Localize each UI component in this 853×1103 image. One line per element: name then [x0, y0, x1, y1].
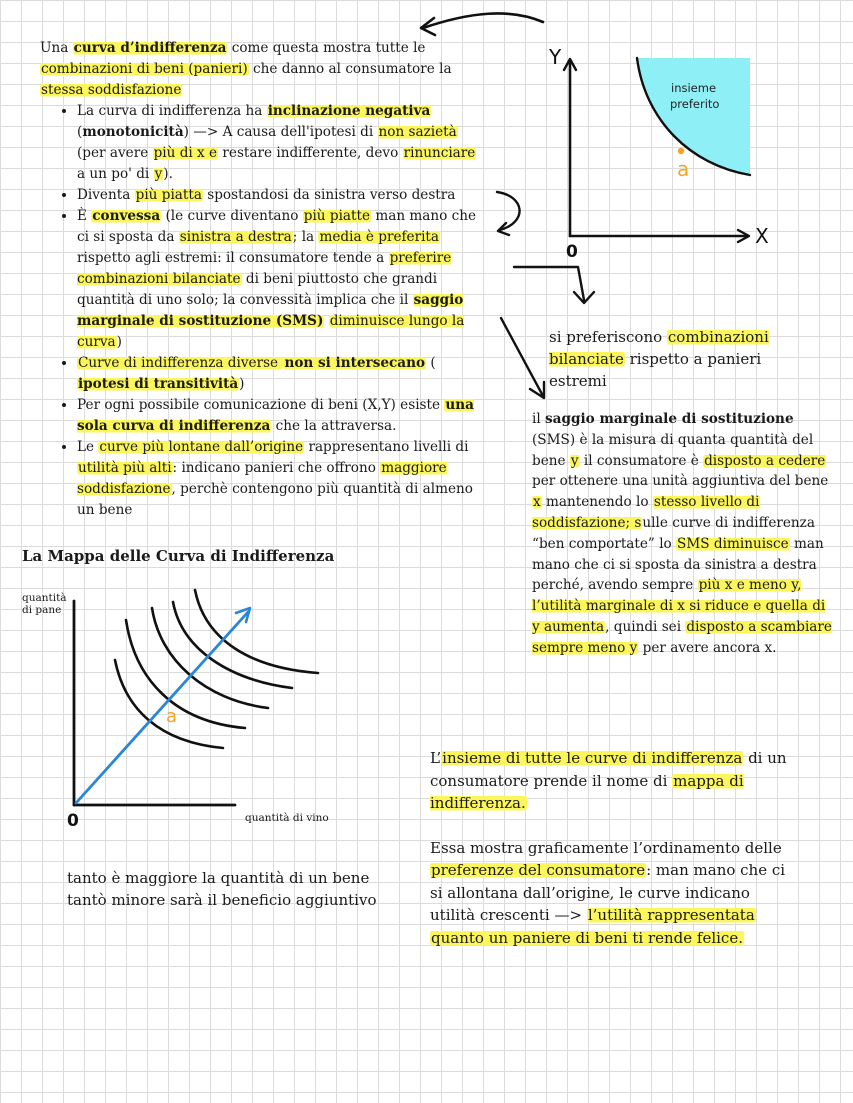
- sms-definition: il saggio marginale di sostituzione (SMS) è la misura di quanta quantità del bene y il consumatore è disposto a cedere per ottenere una unità aggiuntiva del bene x mantenendo lo stesso livello di soddisfazione; sulle curve di indifferenza “ben comportate” lo SMS diminuisce man mano che ci si sposta da sinistra a destra perché, avendo sempre più x e meno y, l’utilità marginale di x si riduce e quella di y aumenta, quindi sei disposto a scambiare sempre meno y per avere ancora x.: [532, 411, 832, 656]
- origin-label: 0: [67, 811, 79, 831]
- intro-paragraph: Una curva d’indifferenza come questa mostra tutte le combinazioni di beni (panieri) che danno al consumatore la stessa soddisfazione: [40, 40, 452, 98]
- x-axis-label: quantità di vino: [245, 812, 329, 824]
- paragraph: Essa mostra graficamente l’ordinamento delle preferenze del consumatore: man mano che ci si allontana dall’origine, le curve indicano utilità crescenti —> l’utilità rappresentata quanto un paniere di beni ti rende felice.: [430, 838, 786, 947]
- point-a-label: a: [166, 706, 178, 727]
- point-a-label: a: [677, 157, 690, 181]
- indifference-curve: [115, 660, 223, 748]
- note-line: tanto è maggiore la quantità di un bene: [67, 869, 370, 887]
- list-item: • Curve di indifferenza diverse non si intersecano ( ipotesi di transitività): [77, 353, 480, 395]
- balanced-combinations-note: si preferiscono combinazioni bilanciate rispetto a panieri estremi: [549, 328, 769, 390]
- region-label: insieme: [671, 81, 717, 95]
- region-label: preferito: [670, 97, 720, 111]
- list-item: • La curva di indifferenza ha inclinazione negativa (monotonicità) —> A causa dell'ipotesi di non sazietà (per avere più di x e restare indifferente, devo rinunciare a un po' di y).: [77, 101, 480, 185]
- origin-label: 0: [566, 242, 578, 262]
- paragraph: L’insieme di tutte le curve di indifferenza di un consumatore prende il nome di mappa di indifferenza.: [430, 749, 787, 812]
- list-item: • Le curve più lontane dall’origine rappresentano livelli di utilità più alti: indicano panieri che offrono maggiore soddisfazione, perchè contengono più quantità di almeno un bene: [77, 437, 480, 521]
- y-axis-label: quantità di pane: [22, 592, 67, 616]
- x-axis-label: X: [755, 224, 769, 248]
- arrowhead: [236, 608, 250, 622]
- section-title: La Mappa delle Curva di Indifferenza: [22, 547, 335, 565]
- list-item: • È convessa (le curve diventano più piatte man mano che ci si sposta da sinistra a destra; la media è preferita rispetto agli estremi: il consumatore tende a preferire combinazioni bilanciate di beni piuttosto che grandi quantità di uno solo; la convessità implica che il saggio marginale di sostituzione (SMS) diminuisce lungo la curva): [77, 206, 480, 353]
- map-description: [430, 747, 790, 971]
- list-item: • Diventa più piatta spostandosi da sinistra verso destra: [77, 185, 480, 206]
- note-line: tantò minore sarà il beneficio aggiuntivo: [67, 891, 377, 909]
- marginal-benefit-note: [67, 867, 407, 911]
- list-item: • Per ogni possibile comunicazione di beni (X,Y) esiste una sola curva di indifferenza che la attraversa.: [77, 395, 480, 437]
- y-axis-label: Y: [549, 45, 562, 69]
